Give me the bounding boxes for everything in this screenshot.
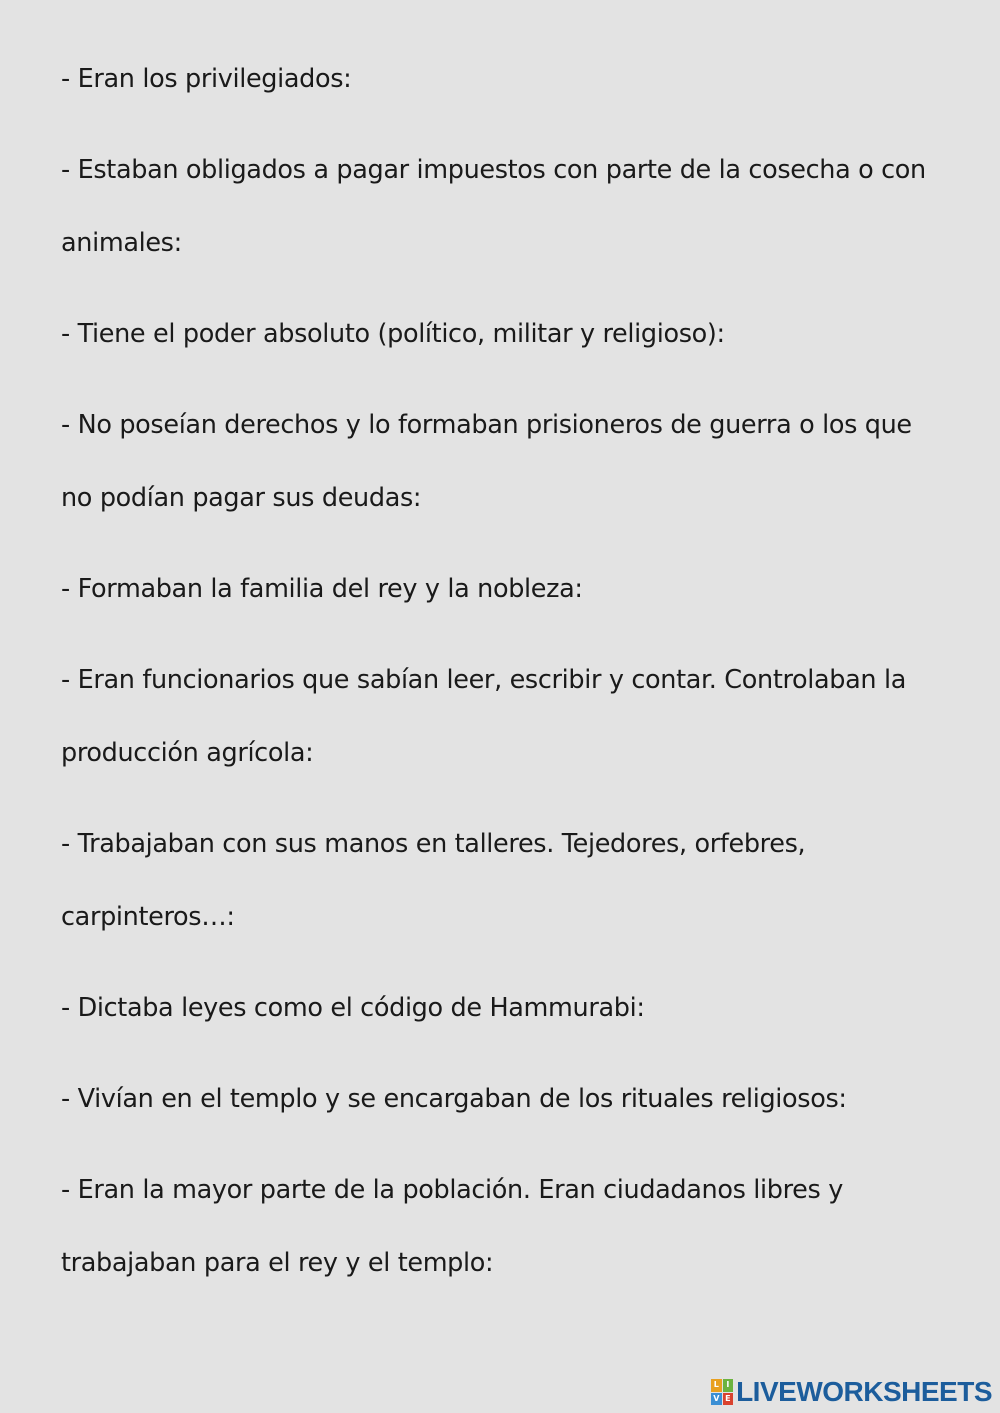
statement-derechos-line2: no podían pagar sus deudas: bbox=[61, 483, 422, 513]
statement-poblacion-line2: trabajaban para el rey y el templo: bbox=[61, 1248, 494, 1278]
statement-talleres-line2: carpinteros…: bbox=[61, 902, 235, 932]
brand-name: LIVEWORKSHEETS bbox=[736, 1376, 992, 1407]
logo-cube-icon: L I V E bbox=[711, 1379, 733, 1405]
statement-funcionarios-line2: producción agrícola: bbox=[61, 738, 314, 768]
statement-derechos-line1: - No poseían derechos y lo formaban prisioneros de guerra o los que bbox=[61, 410, 912, 440]
statement-talleres-line1: - Trabajaban con sus manos en talleres. Tejedores, orfebres, bbox=[61, 829, 806, 859]
statement-impuestos-line1: - Estaban obligados a pagar impuestos con parte de la cosecha o con bbox=[61, 155, 926, 185]
liveworksheets-logo bbox=[711, 1377, 992, 1407]
statement-familia-rey: - Formaban la familia del rey y la nobleza: bbox=[61, 574, 583, 604]
statement-templo: - Vivían en el templo y se encargaban de los rituales religiosos: bbox=[61, 1084, 847, 1114]
statement-poder-absoluto: - Tiene el poder absoluto (político, militar y religioso): bbox=[61, 319, 725, 349]
statement-funcionarios-line1: - Eran funcionarios que sabían leer, escribir y contar. Controlaban la bbox=[61, 665, 907, 695]
statement-impuestos-line2: animales: bbox=[61, 228, 182, 258]
statement-poblacion-line1: - Eran la mayor parte de la población. Eran ciudadanos libres y bbox=[61, 1175, 843, 1205]
statement-leyes: - Dictaba leyes como el código de Hammurabi: bbox=[61, 993, 645, 1023]
statement-privilegiados: - Eran los privilegiados: bbox=[61, 64, 352, 94]
